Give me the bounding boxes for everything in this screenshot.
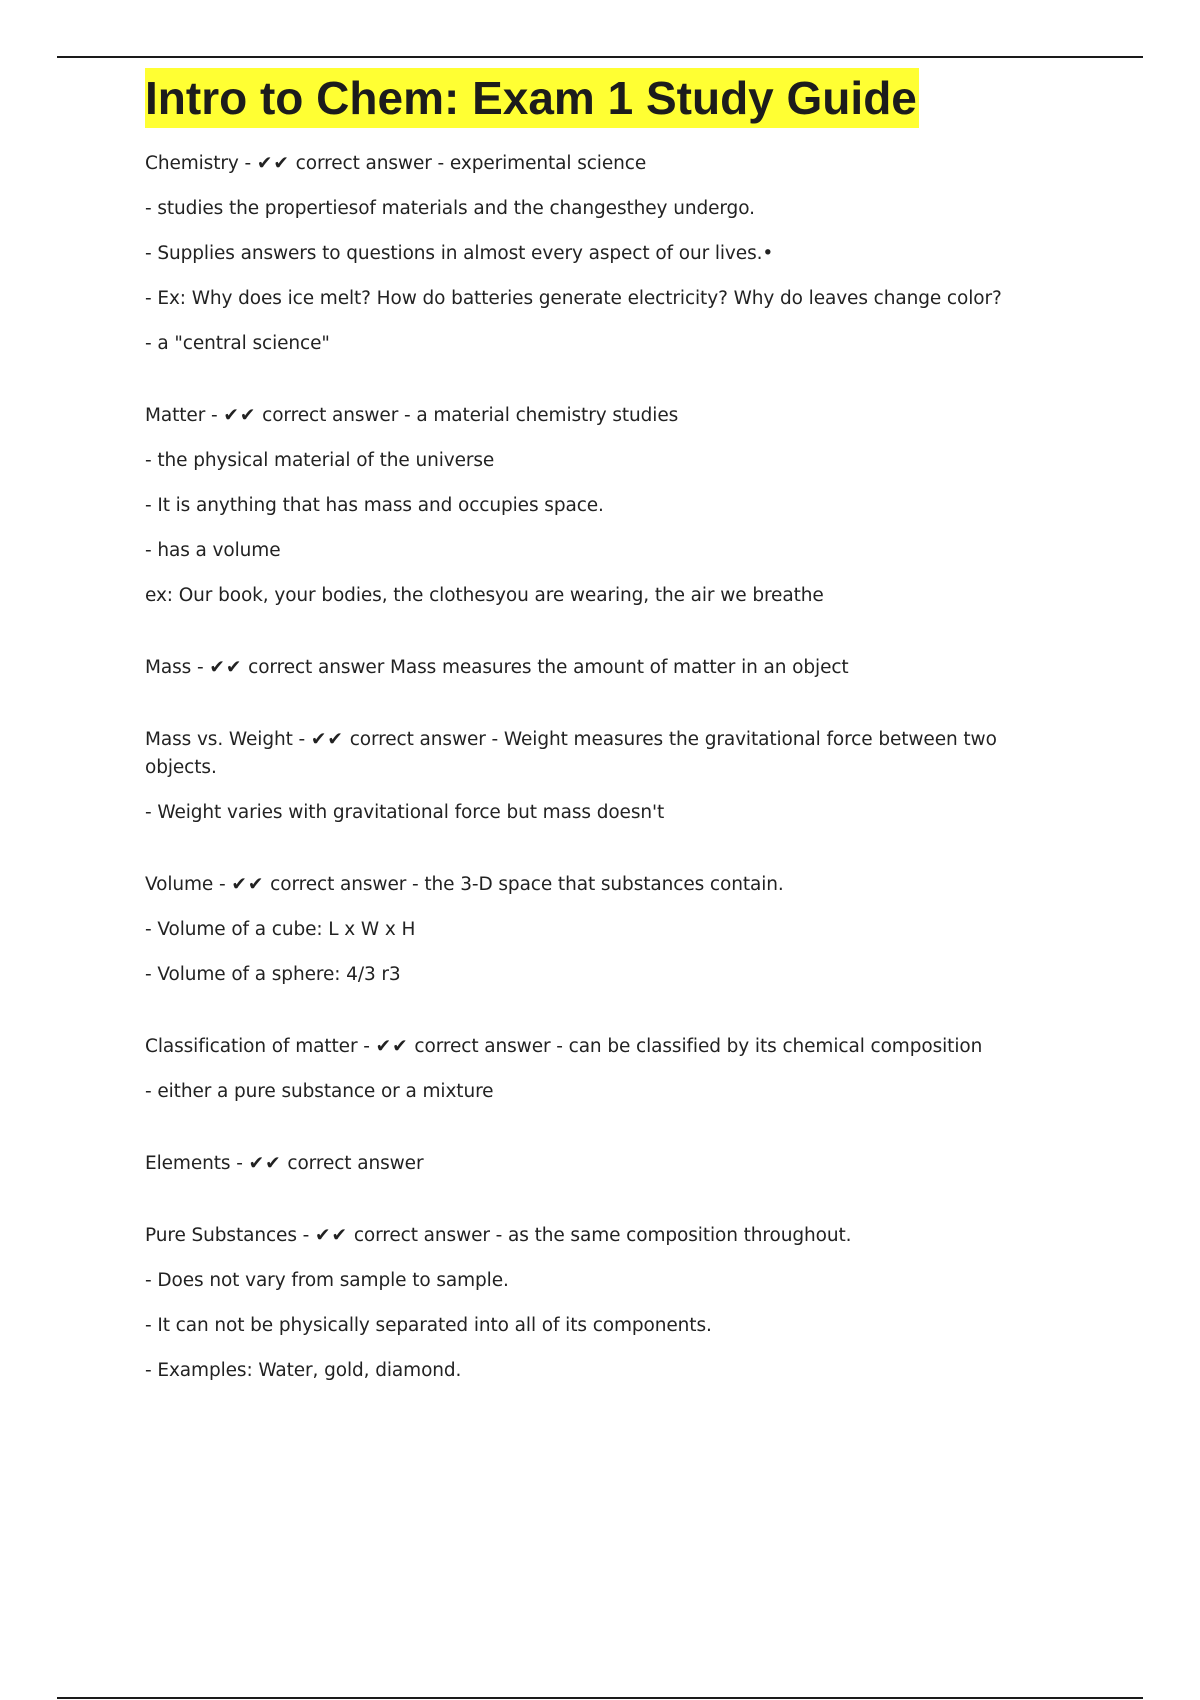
entry-heading: Volume - ✔✔ correct answer - the 3-D space that substances contain.: [145, 874, 784, 895]
entry-detail-line: - It can not be physically separated into all of its components.: [145, 1315, 712, 1336]
entry-term: Pure Substances: [145, 1225, 297, 1246]
entry-detail-line: - Weight varies with gravitational force but mass doesn't: [145, 802, 665, 823]
entry-detail-line: - Supplies answers to questions in almost every aspect of our lives.•: [145, 243, 774, 264]
bottom-rule: [57, 1697, 1143, 1699]
study-entry: [145, 654, 1015, 682]
entry-answer: correct answer - as the same composition throughout.: [353, 1225, 852, 1246]
entry-heading: Mass - ✔✔ correct answer Mass measures the amount of matter in an object: [145, 657, 849, 678]
entry-heading: Mass vs. Weight - ✔✔ correct answer - Weight measures the gravitational force between two objects.: [145, 729, 997, 778]
entry-detail-line: - Volume of a cube: L x W x H: [145, 919, 416, 940]
top-rule: [57, 56, 1143, 58]
check-marks-icon: ✔✔: [310, 729, 344, 750]
entry-detail-line: - a "central science": [145, 333, 330, 354]
check-marks-icon: ✔✔: [231, 874, 265, 895]
document-title: Intro to Chem: Exam 1 Study Guide: [145, 68, 919, 128]
study-entry: [145, 150, 1015, 358]
entry-heading: Matter - ✔✔ correct answer - a material chemistry studies: [145, 405, 679, 426]
entry-term: Volume: [145, 874, 214, 895]
entry-answer: correct answer - Weight measures the gravitational force between two objects.: [145, 729, 997, 778]
check-marks-icon: ✔✔: [315, 1225, 349, 1246]
entry-term: Elements: [145, 1153, 231, 1174]
document-body: [145, 68, 1015, 1385]
check-marks-icon: ✔✔: [223, 405, 257, 426]
entry-answer: correct answer - the 3-D space that substances contain.: [270, 874, 784, 895]
entry-answer: correct answer Mass measures the amount of matter in an object: [248, 657, 849, 678]
study-entry: [145, 871, 1015, 989]
entry-term: Classification of matter: [145, 1036, 358, 1057]
check-marks-icon: ✔✔: [248, 1153, 282, 1174]
entry-term: Mass vs. Weight: [145, 729, 293, 750]
check-marks-icon: ✔✔: [209, 657, 243, 678]
entry-answer: correct answer - can be classified by its chemical composition: [414, 1036, 983, 1057]
entry-term: Mass: [145, 657, 192, 678]
entry-detail-line: - Ex: Why does ice melt? How do batteries generate electricity? Why do leaves change color?: [145, 288, 1002, 309]
check-marks-icon: ✔✔: [375, 1036, 409, 1057]
entry-detail-line: - studies the propertiesof materials and the changesthey undergo.: [145, 198, 755, 219]
entry-detail-line: - Volume of a sphere: 4/3 r3: [145, 964, 401, 985]
entry-heading: Chemistry - ✔✔ correct answer - experimental science: [145, 153, 647, 174]
study-entry: [145, 726, 1015, 827]
entry-answer: correct answer: [287, 1153, 424, 1174]
entry-detail-line: - Does not vary from sample to sample.: [145, 1270, 509, 1291]
entry-detail-line: - Examples: Water, gold, diamond.: [145, 1360, 462, 1381]
entry-list: [145, 150, 1015, 1385]
entry-detail-line: ex: Our book, your bodies, the clothesyou are wearing, the air we breathe: [145, 585, 824, 606]
entry-detail-line: - It is anything that has mass and occupies space.: [145, 495, 604, 516]
study-entry: [145, 1033, 1015, 1106]
entry-detail-line: - has a volume: [145, 540, 281, 561]
entry-answer: correct answer - a material chemistry studies: [262, 405, 679, 426]
entry-detail-line: - the physical material of the universe: [145, 450, 495, 471]
entry-heading: Elements - ✔✔ correct answer: [145, 1153, 424, 1174]
study-entry: [145, 1150, 1015, 1178]
entry-heading: Pure Substances - ✔✔ correct answer - as the same composition throughout.: [145, 1225, 852, 1246]
entry-answer: correct answer - experimental science: [295, 153, 647, 174]
title-block: [145, 68, 1015, 128]
check-marks-icon: ✔✔: [256, 153, 290, 174]
entry-heading: Classification of matter - ✔✔ correct answer - can be classified by its chemical composition: [145, 1036, 983, 1057]
study-entry: [145, 1222, 1015, 1385]
study-entry: [145, 402, 1015, 610]
entry-term: Chemistry: [145, 153, 239, 174]
entry-detail-line: - either a pure substance or a mixture: [145, 1081, 494, 1102]
entry-term: Matter: [145, 405, 206, 426]
